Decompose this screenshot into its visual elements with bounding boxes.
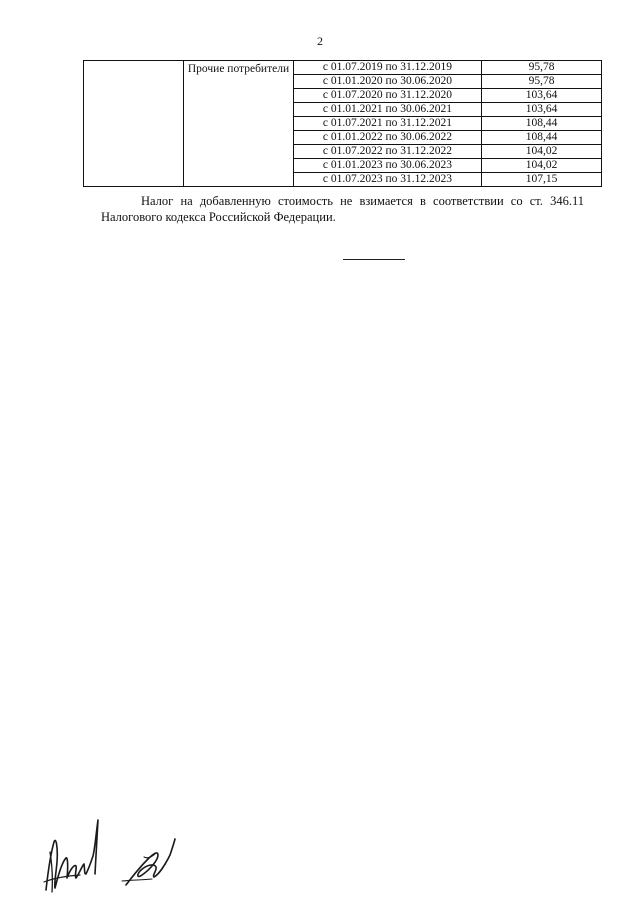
tariff-value-cell: 95,78: [482, 61, 602, 75]
period-cell: с 01.01.2021 по 30.06.2021: [294, 103, 482, 117]
tariff-value-cell: 104,02: [482, 145, 602, 159]
period-cell: с 01.07.2022 по 31.12.2022: [294, 145, 482, 159]
tariff-value-cell: 103,64: [482, 103, 602, 117]
vat-note: Налог на добавленную стоимость не взимается в соответствии со ст. 346.11 Налогового кодекса Российской Федерации.: [101, 194, 584, 224]
tariff-value-cell: 108,44: [482, 131, 602, 145]
tariff-value-cell: 103,64: [482, 89, 602, 103]
period-cell: с 01.01.2022 по 30.06.2022: [294, 131, 482, 145]
table-row: [84, 61, 602, 75]
consumer-group-cell: Прочие потребители: [184, 61, 294, 187]
period-cell: с 01.01.2020 по 30.06.2020: [294, 75, 482, 89]
tariff-value-cell: 107,15: [482, 173, 602, 187]
tariff-table: [83, 60, 602, 187]
tariff-value-cell: 104,02: [482, 159, 602, 173]
tariff-value-cell: 108,44: [482, 117, 602, 131]
page-number: 2: [317, 34, 323, 48]
end-of-document-rule: [343, 259, 405, 260]
period-cell: с 01.07.2020 по 31.12.2020: [294, 89, 482, 103]
tariff-value-cell: 95,78: [482, 75, 602, 89]
period-cell: с 01.07.2019 по 31.12.2019: [294, 61, 482, 75]
empty-cell: [84, 61, 184, 187]
period-cell: с 01.01.2023 по 30.06.2023: [294, 159, 482, 173]
period-cell: с 01.07.2023 по 31.12.2023: [294, 173, 482, 187]
signature-mark: [40, 812, 110, 894]
period-cell: с 01.07.2021 по 31.12.2021: [294, 117, 482, 131]
signature-mark: [118, 835, 178, 890]
